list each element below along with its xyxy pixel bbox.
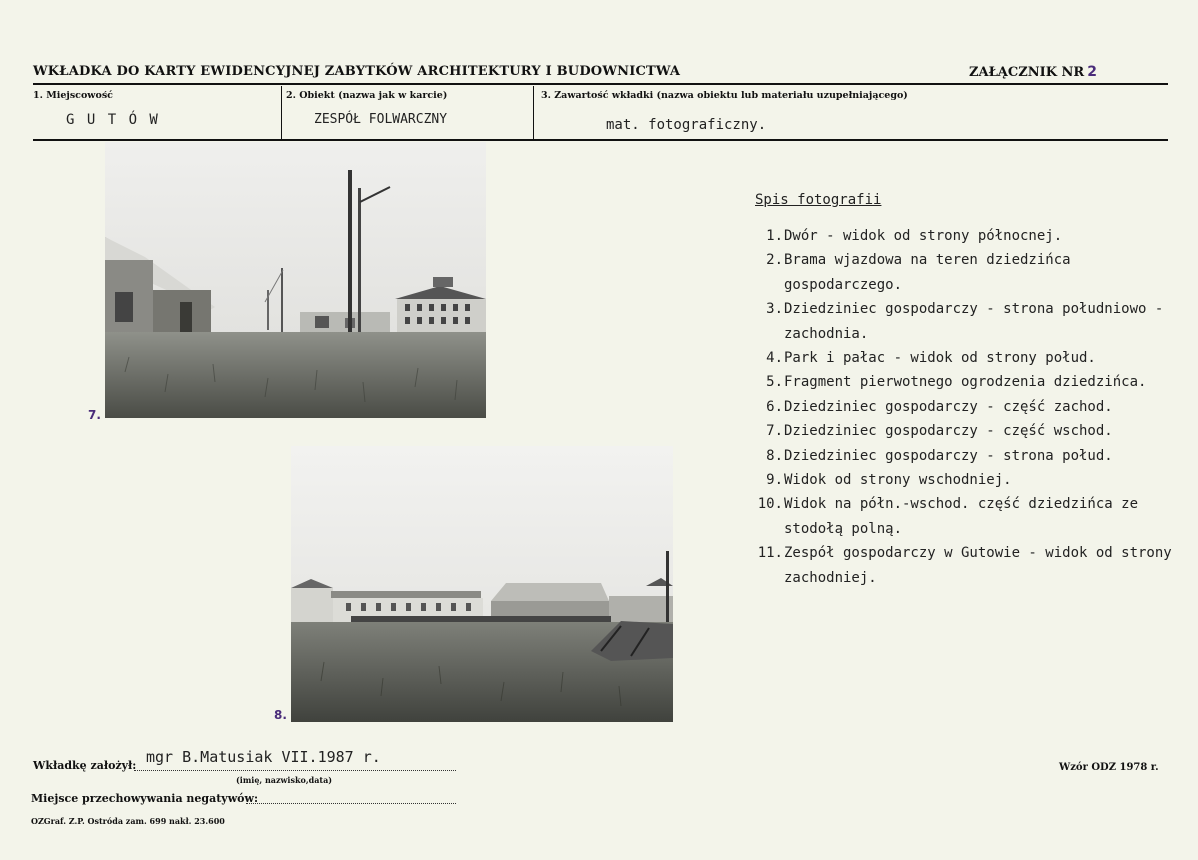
photo-8-number: 8. [274,708,287,722]
list-item [745,492,1185,541]
annex-label [969,64,1097,80]
list-item-text: Park i pałac - widok od strony połud. [784,350,1096,367]
photo-7-number: 7. [88,408,101,422]
list-item-number: 11. [757,545,783,562]
list-item-number: 3. [766,301,783,318]
object-label: 2. Obiekt (nazwa jak w karcie) [286,90,448,101]
storage-dotted-line [246,803,456,804]
list-item [745,444,1185,468]
list-item-text: Widok na półn.-wschod. część dziedzińca ze stodołą polną. [784,496,1139,537]
list-item [745,468,1185,492]
field-divider-2 [533,86,534,140]
photo-8 [291,446,673,722]
list-item [745,395,1185,419]
list-item-text: Dziedziniec gospodarczy - część zachod. [784,398,1113,415]
list-item [745,541,1185,590]
annex-label-text: ZAŁĄCZNIK NR [969,65,1085,80]
photo-list-title: Spis fotografii [755,192,882,208]
list-item-number: 5. [766,374,783,391]
list-item-text: Zespół gospodarczy w Gutowie - widok od strony zachodniej. [784,545,1172,586]
object-value: ZESPÓŁ FOLWARCZNY [314,112,448,127]
list-item-text: Dwór - widok od strony północnej. [784,228,1063,244]
list-item-number: 9. [766,472,783,489]
list-item-number: 8. [766,447,783,464]
list-item-number: 1. [766,228,783,244]
list-item [745,224,1185,248]
list-item-number: 2. [766,252,783,269]
list-item-text: Dziedziniec gospodarczy - strona połud. [784,447,1113,464]
list-item [745,346,1185,370]
list-item [745,248,1185,297]
author-label: Wkładkę założył: [33,759,137,772]
list-item-text: Widok od strony wschodniej. [784,472,1012,489]
photo-list [745,224,1185,590]
list-item-number: 6. [766,398,783,415]
content-value: mat. fotograficzny. [606,117,767,133]
field-divider-1 [281,86,282,140]
list-item [745,370,1185,394]
photo-7-image [105,142,486,418]
form-title: WKŁADKA DO KARTY EWIDENCYJNEJ ZABYTKÓW ARCHITEKTURY I BUDOWNICTWA [33,64,681,79]
fields-rule [33,139,1168,141]
list-item [745,419,1185,443]
place-label: 1. Miejscowość [33,90,113,101]
form-version: Wzór ODZ 1978 r. [1059,762,1159,773]
list-item-number: 4. [766,350,783,367]
author-hint: (imię, nazwisko,data) [236,775,333,785]
list-item-text: Brama wjazdowa na teren dziedzińca gospodarczego. [784,252,1071,293]
photo-8-image [291,446,673,722]
list-item-text: Dziedziniec gospodarczy - strona południowo - zachodnia. [784,301,1164,342]
author-dotted-line [134,770,456,771]
printer-info: OZGraf. Z.P. Ostróda zam. 699 nakł. 23.600 [31,816,225,826]
header-rule [33,83,1168,85]
annex-number: 2 [1087,64,1097,80]
list-item-text: Dziedziniec gospodarczy - część wschod. [784,423,1113,440]
storage-label: Miejsce przechowywania negatywów: [31,792,259,805]
place-value: G U T Ó W [66,112,160,128]
list-item [745,297,1185,346]
photo-7 [105,142,486,418]
content-label: 3. Zawartość wkładki (nazwa obiektu lub materiału uzupełniającego) [541,90,908,101]
author-value: mgr B.Matusiak VII.1987 r. [146,748,381,766]
list-item-text: Fragment pierwotnego ogrodzenia dziedzińca. [784,374,1147,391]
list-item-number: 10. [757,496,783,513]
list-item-number: 7. [766,423,783,440]
